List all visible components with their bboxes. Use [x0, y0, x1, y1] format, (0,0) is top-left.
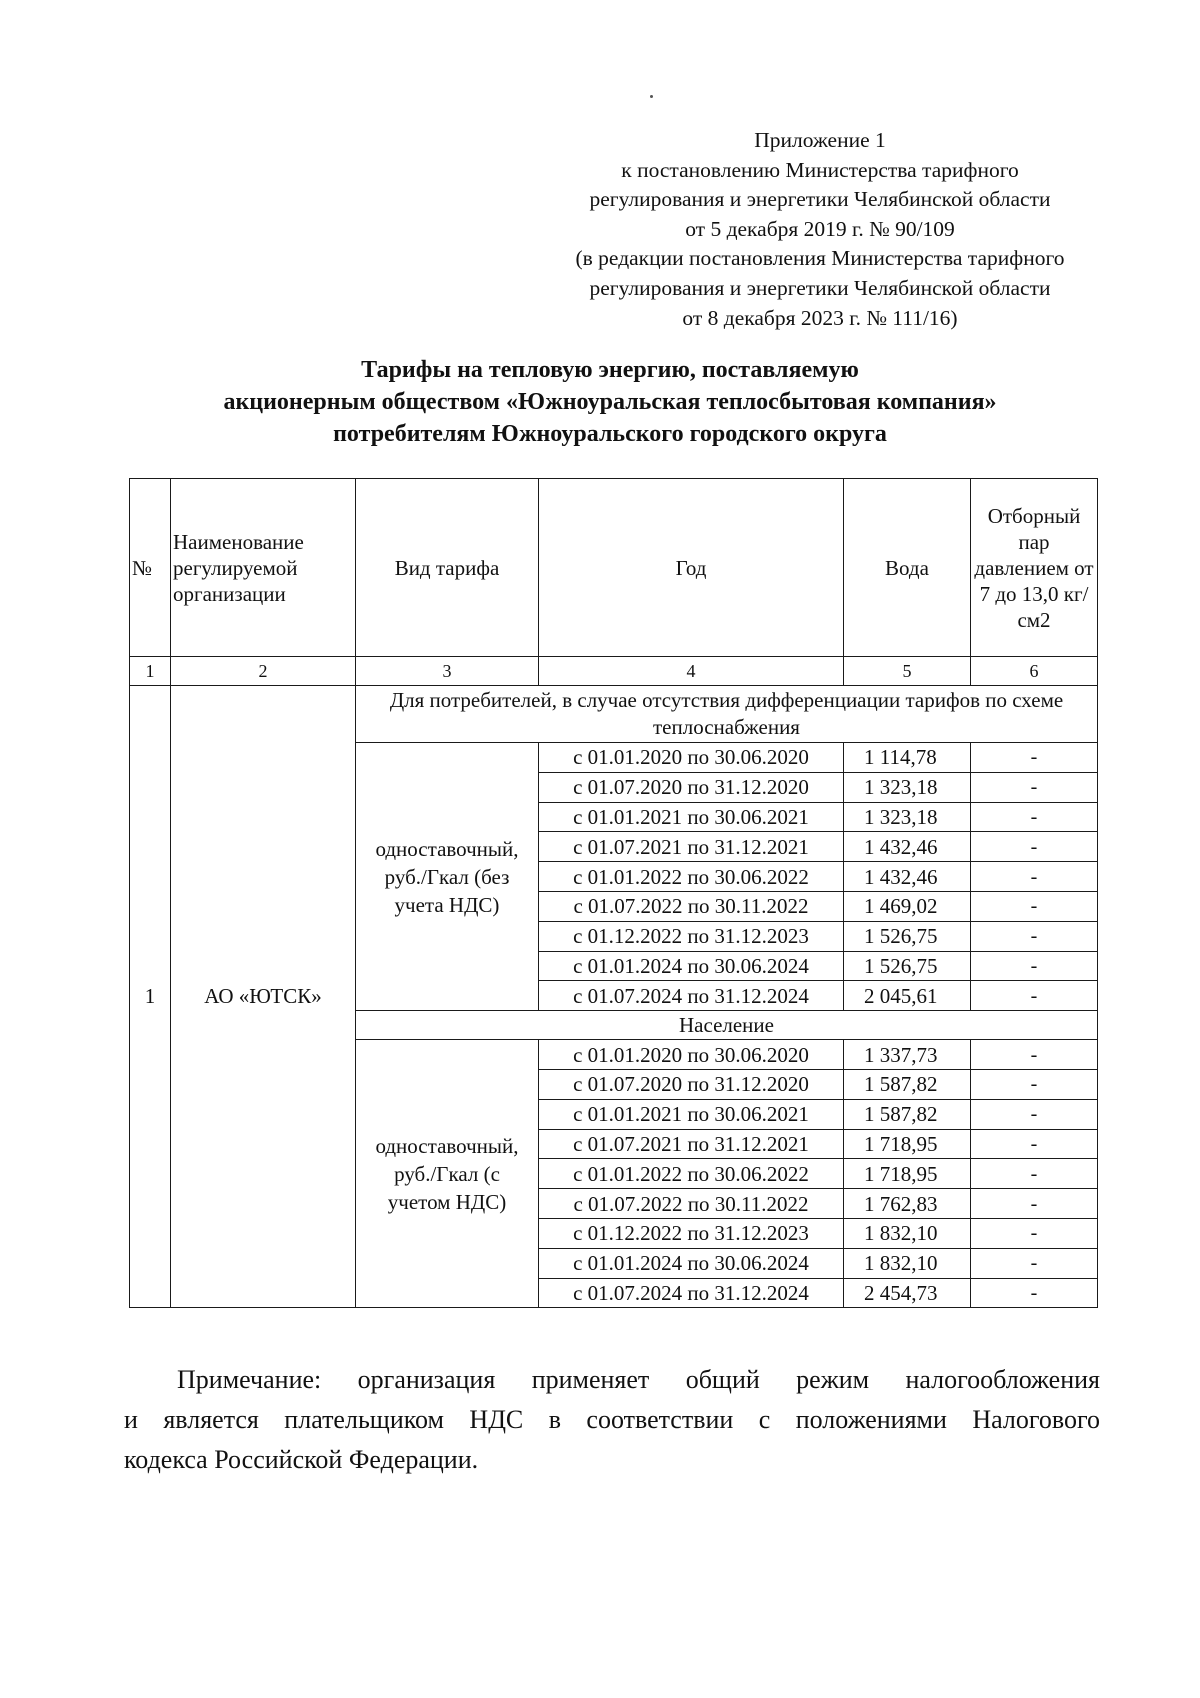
header-year: Год: [539, 479, 844, 657]
header-steam: Отборный пар давлением от 7 до 13,0 кг/см2: [971, 479, 1098, 657]
note-line: и является плательщиком НДС в соответствии с положениями Налогового: [124, 1405, 1100, 1434]
period-cell: с 01.01.2021 по 30.06.2021: [539, 1099, 844, 1129]
appendix-line: к постановлению Министерства тарифного: [621, 157, 1019, 182]
tariff-type: одноставочный, руб./Гкал (с учетом НДС): [356, 1040, 539, 1308]
header-tariff-type: Вид тарифа: [356, 479, 539, 657]
column-number: 3: [356, 657, 539, 686]
appendix-block: [540, 126, 1100, 333]
water-cell: 1 832,10: [844, 1248, 971, 1278]
section-title: Для потребителей, в случае отсутствия дифференциации тарифов по схеме теплоснабжения: [356, 686, 1098, 743]
appendix-line: регулирования и энергетики Челябинской области: [589, 187, 1051, 212]
period-cell: с 01.01.2024 по 30.06.2024: [539, 951, 844, 981]
note-line: Примечание: организация применяет общий режим налогообложения: [177, 1365, 1100, 1394]
header-row: [130, 479, 1098, 657]
organization-name: АО «ЮТСК»: [171, 686, 356, 1308]
period-cell: с 01.07.2022 по 30.11.2022: [539, 1189, 844, 1219]
title-line: потребителям Южноуральского городского округа: [333, 421, 887, 447]
note-paragraph: [124, 1360, 1100, 1480]
water-cell: 1 323,18: [844, 772, 971, 802]
title-line: Тарифы на тепловую энергию, поставляемую: [361, 357, 859, 383]
water-cell: 1 526,75: [844, 951, 971, 981]
steam-cell: -: [971, 802, 1098, 832]
steam-cell: -: [971, 1218, 1098, 1248]
appendix-line: Приложение 1: [754, 128, 886, 152]
steam-cell: -: [971, 891, 1098, 921]
water-cell: 1 587,82: [844, 1069, 971, 1099]
water-cell: 1 469,02: [844, 891, 971, 921]
steam-cell: -: [971, 832, 1098, 862]
steam-cell: -: [971, 1189, 1098, 1219]
period-cell: с 01.07.2024 по 31.12.2024: [539, 1278, 844, 1308]
section-title: Население: [356, 1011, 1098, 1040]
water-cell: 1 432,46: [844, 862, 971, 892]
period-cell: с 01.01.2022 по 30.06.2022: [539, 1159, 844, 1189]
section-row: [130, 686, 1098, 743]
tariff-table: [129, 478, 1098, 1308]
column-number: 1: [130, 657, 171, 686]
water-cell: 1 114,78: [844, 743, 971, 773]
column-number: 4: [539, 657, 844, 686]
period-cell: с 01.12.2022 по 31.12.2023: [539, 1218, 844, 1248]
period-cell: с 01.07.2022 по 30.11.2022: [539, 891, 844, 921]
water-cell: 1 526,75: [844, 921, 971, 951]
appendix-line: регулирования и энергетики Челябинской области: [589, 275, 1051, 300]
appendix-line: (в редакции постановления Министерства тарифного: [575, 246, 1065, 271]
column-number: 5: [844, 657, 971, 686]
period-cell: с 01.07.2020 по 31.12.2020: [539, 1069, 844, 1099]
header-organization: Наименование регулируемой организации: [171, 479, 356, 657]
water-cell: 1 762,83: [844, 1189, 971, 1219]
steam-cell: -: [971, 981, 1098, 1011]
period-cell: с 01.01.2024 по 30.06.2024: [539, 1248, 844, 1278]
water-cell: 1 587,82: [844, 1099, 971, 1129]
tariff-type: одноставочный, руб./Гкал (без учета НДС): [356, 743, 539, 1011]
water-cell: 1 832,10: [844, 1218, 971, 1248]
water-cell: 2 454,73: [844, 1278, 971, 1308]
appendix-line: от 5 декабря 2019 г. № 90/109: [685, 216, 955, 241]
period-cell: с 01.07.2024 по 31.12.2024: [539, 981, 844, 1011]
steam-cell: -: [971, 951, 1098, 981]
steam-cell: -: [971, 1129, 1098, 1159]
steam-cell: -: [971, 743, 1098, 773]
steam-cell: -: [971, 1069, 1098, 1099]
water-cell: 1 432,46: [844, 832, 971, 862]
period-cell: с 01.01.2021 по 30.06.2021: [539, 802, 844, 832]
water-cell: 1 718,95: [844, 1129, 971, 1159]
steam-cell: -: [971, 921, 1098, 951]
header-water: Вода: [844, 479, 971, 657]
steam-cell: -: [971, 1159, 1098, 1189]
steam-cell: -: [971, 1040, 1098, 1070]
water-cell: 1 718,95: [844, 1159, 971, 1189]
title-line: акционерным обществом «Южноуральская теплосбытовая компания»: [223, 389, 997, 415]
row-number: 1: [130, 686, 171, 1308]
period-cell: с 01.01.2022 по 30.06.2022: [539, 862, 844, 892]
appendix-line: от 8 декабря 2023 г. № 111/16): [682, 305, 958, 330]
steam-cell: -: [971, 772, 1098, 802]
period-cell: с 01.07.2020 по 31.12.2020: [539, 772, 844, 802]
water-cell: 1 337,73: [844, 1040, 971, 1070]
steam-cell: -: [971, 1248, 1098, 1278]
period-cell: с 01.07.2021 по 31.12.2021: [539, 832, 844, 862]
steam-cell: -: [971, 862, 1098, 892]
tariff-table-body: [130, 479, 1098, 1308]
note-line: кодекса Российской Федерации.: [124, 1445, 479, 1474]
period-cell: с 01.12.2022 по 31.12.2023: [539, 921, 844, 951]
steam-cell: -: [971, 1099, 1098, 1129]
column-number: 6: [971, 657, 1098, 686]
period-cell: с 01.01.2020 по 30.06.2020: [539, 743, 844, 773]
scan-speck: [650, 95, 653, 98]
column-number: 2: [171, 657, 356, 686]
water-cell: 2 045,61: [844, 981, 971, 1011]
header-num: №: [130, 479, 171, 657]
document-title: [80, 354, 1140, 450]
column-number-row: [130, 657, 1098, 686]
period-cell: с 01.07.2021 по 31.12.2021: [539, 1129, 844, 1159]
period-cell: с 01.01.2020 по 30.06.2020: [539, 1040, 844, 1070]
steam-cell: -: [971, 1278, 1098, 1308]
water-cell: 1 323,18: [844, 802, 971, 832]
